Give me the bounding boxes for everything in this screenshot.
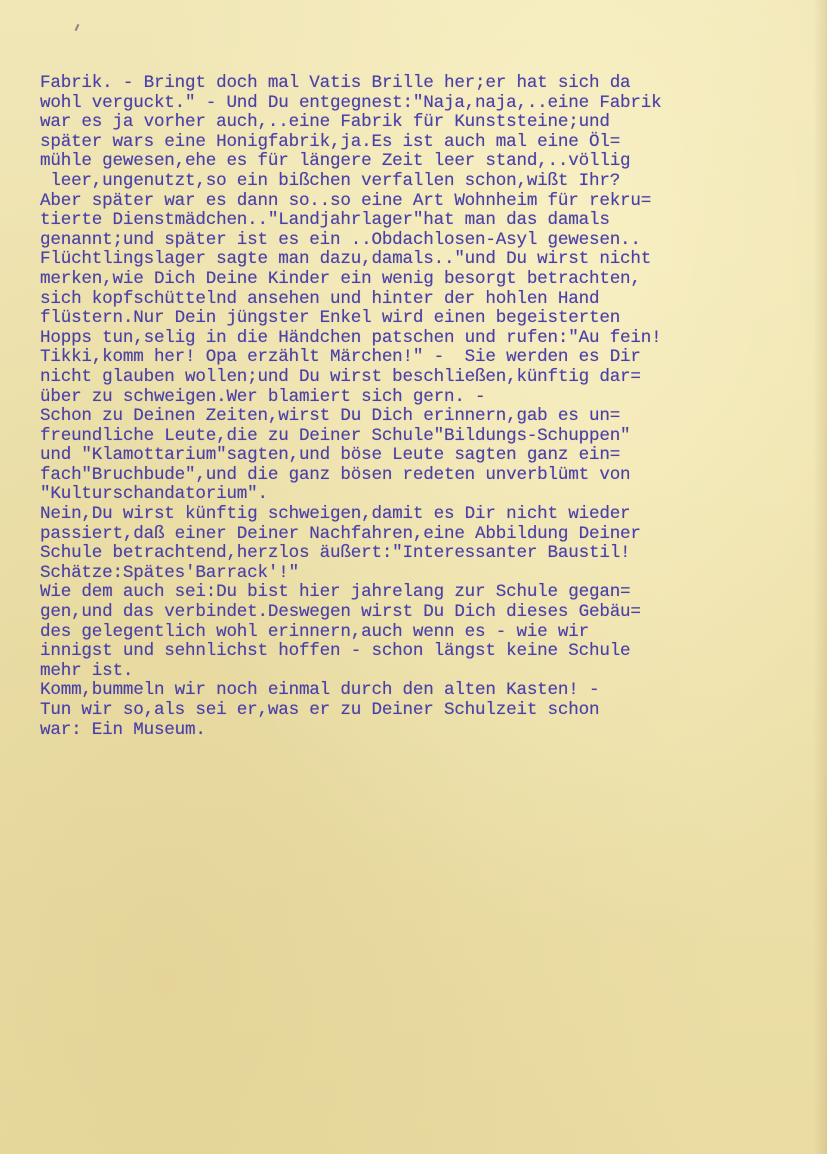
text-line: mühle gewesen,ehe es für längere Zeit leer stand,..völlig xyxy=(40,151,631,172)
text-line: sich kopfschüttelnd ansehen und hinter der hohlen Hand xyxy=(40,288,600,309)
text-line: Schule betrachtend,herzlos äußert:"Interessanter Baustil! xyxy=(40,543,631,564)
text-line: innigst und sehnlichst hoffen - schon längst keine Schule xyxy=(40,641,631,662)
text-line: leer,ungenutzt,so ein bißchen verfallen schon,wißt Ihr? xyxy=(40,170,621,191)
text-line: Flüchtlingslager sagte man dazu,damals.."und Du wirst nicht xyxy=(40,249,652,270)
text-line: später wars eine Honigfabrik,ja.Es ist auch mal eine Öl= xyxy=(40,131,621,152)
text-line: "Kulturschandatorium". xyxy=(40,484,268,505)
text-line: über zu schweigen.Wer blamiert sich gern. - xyxy=(40,386,486,407)
text-line: Nein,Du wirst künftig schweigen,damit es Dir nicht wieder xyxy=(40,504,631,525)
text-line: Hopps tun,selig in die Händchen patschen und rufen:"Au fein! xyxy=(40,327,662,348)
text-line: Wie dem auch sei:Du bist hier jahrelang zur Schule gegan= xyxy=(40,582,631,603)
text-line: Fabrik. - Bringt doch mal Vatis Brille her;er hat sich da xyxy=(40,73,631,93)
text-line: merken,wie Dich Deine Kinder ein wenig besorgt betrachten, xyxy=(40,268,641,289)
text-line: fach"Bruchbude",und die ganz bösen redeten unverblümt von xyxy=(40,464,631,485)
text-line: Schon zu Deinen Zeiten,wirst Du Dich erinnern,gab es un= xyxy=(40,406,621,427)
text-line: nicht glauben wollen;und Du wirst beschließen,künftig dar= xyxy=(40,366,641,387)
text-line: des gelegentlich wohl erinnern,auch wenn es - wie wir xyxy=(40,621,589,642)
text-line: wohl verguckt." - Und Du entgegnest:"Naja,naja,..eine Fabrik xyxy=(40,92,662,113)
text-line: Komm,bummeln wir noch einmal durch den alten Kasten! - xyxy=(40,680,600,701)
text-line: freundliche Leute,die zu Deiner Schule"Bildungs-Schuppen" xyxy=(40,425,631,446)
text-line: passiert,daß einer Deiner Nachfahren,eine Abbildung Deiner xyxy=(40,523,641,544)
text-line: Aber später war es dann so..so eine Art Wohnheim für rekru= xyxy=(40,190,652,211)
text-line: und "Klamottarium"sagten,und böse Leute sagten ganz ein= xyxy=(40,445,621,466)
text-line: mehr ist. xyxy=(40,660,134,681)
text-line: Tikki,komm her! Opa erzählt Märchen!" - Sie werden es Dir xyxy=(40,347,641,368)
text-line: war es ja vorher auch,..eine Fabrik für Kunststeine;und xyxy=(40,112,610,133)
text-line: flüstern.Nur Dein jüngster Enkel wird einen begeisterten xyxy=(40,308,621,329)
typewritten-text xyxy=(40,74,661,740)
pen-tick-mark xyxy=(75,24,80,31)
text-line: tierte Dienstmädchen.."Landjahrlager"hat man das damals xyxy=(40,210,610,231)
text-line: Tun wir so,als sei er,was er zu Deiner Schulzeit schon xyxy=(40,700,600,720)
text-line: war: Ein Museum. xyxy=(40,719,206,740)
text-line: genannt;und später ist es ein ..Obdachlosen-Asyl gewesen.. xyxy=(40,229,641,250)
text-line: gen,und das verbindet.Deswegen wirst Du Dich dieses Gebäu= xyxy=(40,602,641,623)
text-line: Schätze:Spätes'Barrack'!" xyxy=(40,562,299,583)
